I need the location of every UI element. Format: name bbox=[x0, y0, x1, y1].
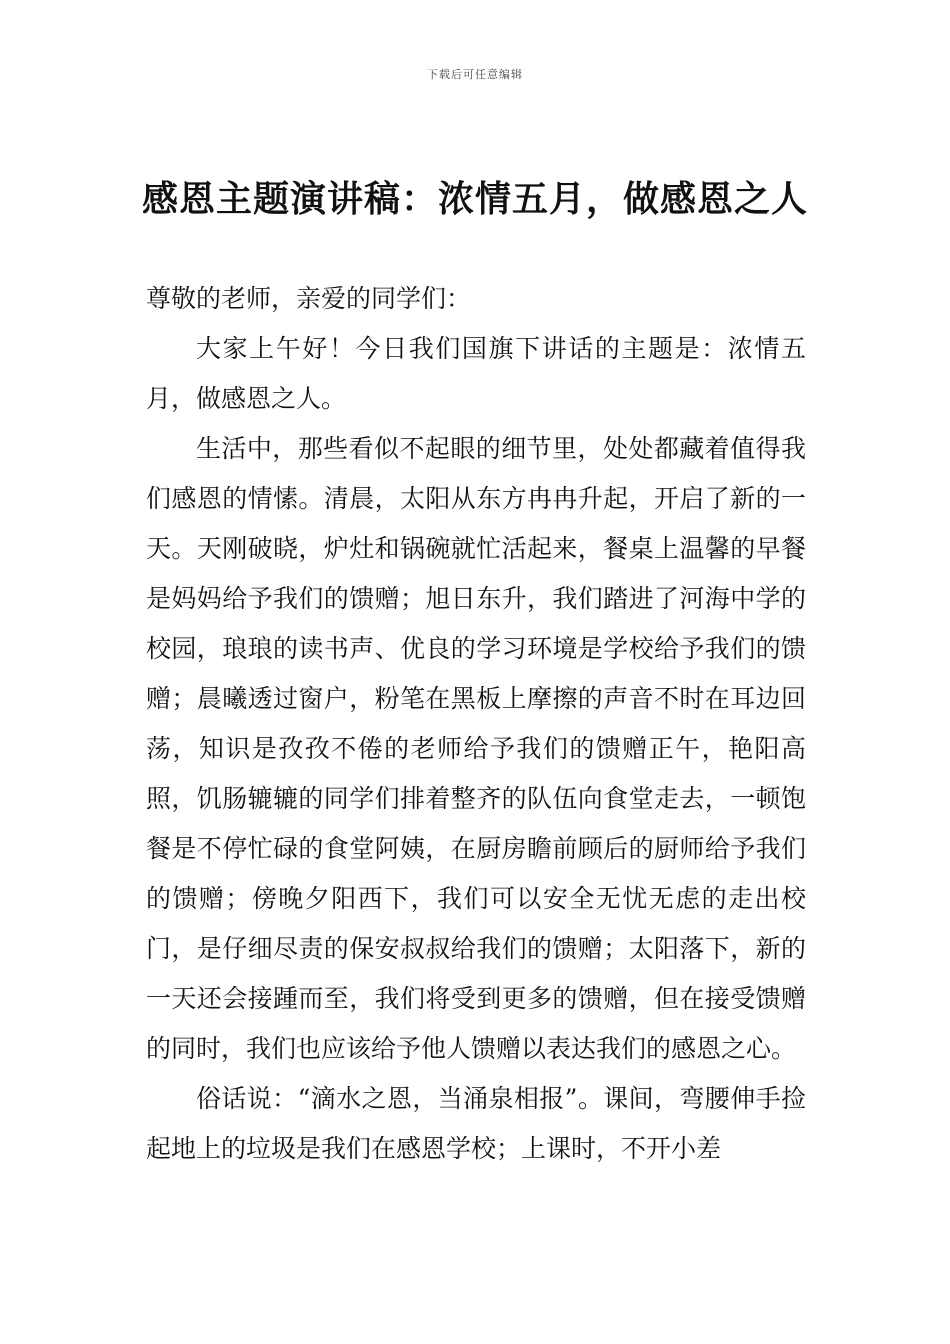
document-title: 感恩主题演讲稿：浓情五月，做感恩之人 bbox=[141, 179, 808, 220]
paragraph: 生活中，那些看似不起眼的细节里，处处都藏着值得我们感恩的情愫。清晨，太阳从东方冉冉升起，开启了新的一天。天刚破晓，炉灶和锅碗就忙活起来，餐桌上温馨的早餐是妈妈给予我们的馈赠；旭日东升，我们踏进了河海中学的校园，琅琅的读书声、优良的学习环境是学校给予我们的馈赠；晨曦透过窗户，粉笔在黑板上摩擦的声音不时在耳边回荡，知识是孜孜不倦的老师给予我们的馈赠正午，艳阳高照，饥肠辘辘的同学们排着整齐的队伍向食堂走去，一顿饱餐是不停忙碌的食堂阿姨，在厨房瞻前顾后的厨师给予我们的馈赠；傍晚夕阳西下，我们可以安全无忧无虑的走出校门，是仔细尽责的保安叔叔给我们的馈赠；太阳落下，新的一天还会接踵而至，我们将受到更多的馈赠，但在接受馈赠的同时，我们也应该给予他人馈赠以表达我们的感恩之心。 bbox=[146, 434, 806, 1063]
document-body bbox=[146, 274, 806, 1174]
header-note: 下载后可任意编辑 bbox=[427, 68, 523, 81]
salutation: 尊敬的老师，亲爱的同学们： bbox=[146, 284, 472, 313]
paragraph: 大家上午好！今日我们国旗下讲话的主题是：浓情五月，做感恩之人。 bbox=[146, 334, 806, 413]
paragraph: 俗话说：“滴水之恩，当涌泉相报”。课间，弯腰伸手捡起地上的垃圾是我们在感恩学校；上课时，不开小差 bbox=[146, 1084, 806, 1163]
